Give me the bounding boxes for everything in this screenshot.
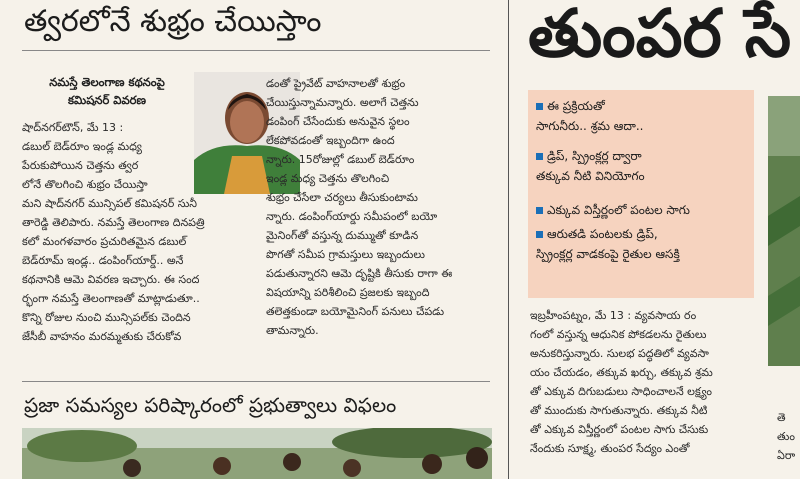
bottom-headline: ప్రజా సమస్యల పరిష్కారంలో ప్రభుత్వాలు విఫలం	[24, 393, 397, 417]
highlight-line	[536, 166, 645, 186]
text-line: లేకపోవడంతో ఇబ్బందిగా ఉంద	[266, 134, 395, 147]
text-line: షాద్‌నగర్‌టౌన్, మే 13 :	[22, 121, 124, 134]
text-line: గంలో వస్తున్న ఆధునిక పోకడలను రైతులు	[530, 328, 707, 341]
text-line: న్నారు. 15రోజుల్లో డబుల్ బెడ్‌రూం	[266, 153, 415, 166]
highlight-line	[536, 200, 690, 220]
text-line: తో ఎక్కువ విస్తీర్ణంలో పంటల సాగు చేసుకు	[530, 423, 709, 436]
highlight-text: స్ప్రింక్లర్ల వాడకంపై రైతుల ఆసక్తి	[536, 247, 680, 261]
text-line: డబుల్ బెడ్‌రూం ఇండ్ల మధ్య	[22, 140, 142, 153]
text-line: లోనే తొలగించి శుభ్రం చేయిస్తా	[22, 178, 148, 191]
bullet-icon	[536, 231, 543, 238]
text-line: పేరుకుపోయిన చెత్తను త్వర	[22, 159, 139, 172]
text-line: కలో మంగళవారం ప్రచురితమైన డబుల్	[22, 235, 187, 248]
text-line: తె	[777, 411, 786, 424]
subhead-line: నమస్తే తెలంగాణ కథనంపై	[49, 75, 165, 89]
left-headline: త్వరలోనే శుభ్రం చేయిస్తాం	[24, 4, 322, 39]
subhead-line: కమిషనర్ వివరణ	[68, 93, 146, 107]
text-line: ర్భంగా నమస్తే తెలంగాణతో మాట్లాడుతూ..	[22, 292, 200, 305]
highlights-box	[528, 90, 754, 298]
crop-field-image	[768, 96, 800, 366]
text-line: అనుకరిస్తున్నారు. సులభ పద్ధతిలో వ్యవసా	[530, 347, 709, 360]
highlight-text: సాగునీరు.. శ్రమ ఆదా..	[536, 119, 644, 133]
text-line: డంపింగ్ చేసేందుకు అనువైన స్థలం	[266, 115, 410, 128]
text-line: జేసీబీ వాహనం మరమ్మతుకు చేరుకోవ	[22, 330, 182, 343]
text-line: శుభ్రం చేసేలా చర్యలు తీసుకుంటామ	[266, 191, 418, 204]
text-line: తామన్నారు.	[266, 324, 319, 337]
column-divider	[508, 0, 509, 479]
text-line: తారెడ్డి తెలిపారు. నమస్తే తెలంగాణ దినపత్రి	[22, 216, 205, 229]
text-line: నేందుకు సూక్ష్మ, తుంపర సేద్యం ఎంతో	[530, 442, 690, 455]
text-line: తో ఎక్కువ దిగుబడులు సాధించాలనే లక్ష్యం	[530, 385, 712, 398]
right-headline: తుంపర సే	[528, 0, 792, 72]
text-line: తుం	[777, 430, 795, 443]
headline-rule	[22, 50, 490, 51]
section-rule	[22, 381, 490, 382]
text-line: న్నారు. డంపింగ్‌యార్డు సమీపంలో బయో	[266, 210, 438, 223]
highlight-item	[536, 96, 643, 136]
text-line: కథనానికి ఆమె వివరణ ఇచ్చారు. ఈ సంద	[22, 273, 200, 286]
highlight-text: ఆరుతడి పంటలకు డ్రిప్,	[547, 227, 658, 241]
text-line: ఇబ్రహీంపట్నం, మే 13 : వ్యవసాయ రం	[530, 309, 697, 322]
text-line: మని షాద్‌నగర్ మున్సిపల్ కమిషనర్ సునీ	[22, 197, 198, 210]
text-line: బెడ్‌రూమ్ ఇండ్ల.. డంపింగ్‌యార్డ్.. అనే	[22, 254, 184, 267]
bullet-icon	[536, 103, 543, 110]
bullet-icon	[536, 207, 543, 214]
text-line: పొగతో సమీప గ్రామస్తులు ఇబ్బందులు	[266, 248, 425, 261]
highlight-item	[536, 146, 645, 186]
text-line: తలెత్తకుండా బయోమైనింగ్ పనులు చేపడు	[266, 305, 445, 318]
next-column-edge-text	[777, 408, 800, 465]
text-line: ఇండ్ల మధ్య చెత్తను తొలగించి	[266, 172, 390, 185]
highlight-text: తక్కువ నీటి వినియోగం	[536, 169, 645, 183]
right-body-text	[530, 306, 756, 458]
text-line: తో ముందుకు సాగుతున్నారు. తక్కువ నీటి	[530, 404, 708, 417]
highlight-text: డ్రిప్, స్ప్రింక్లర్ల ద్వారా	[547, 149, 642, 163]
highlight-text: ఎక్కువ విస్తీర్ణంలో పంటల సాగు	[547, 203, 690, 217]
text-line: మైనింగ్‌తో వస్తున్న దుమ్ముతో కూడిన	[266, 229, 419, 242]
highlight-line	[536, 244, 680, 264]
group-photo-image	[22, 428, 492, 479]
text-line: డంతో ప్రైవేట్ వాహనాలతో శుభ్రం	[266, 77, 406, 90]
highlight-line	[536, 116, 643, 136]
bullet-icon	[536, 153, 543, 160]
text-line: ఏరా	[777, 449, 796, 462]
highlight-text: ఈ ప్రక్రియతో	[547, 99, 605, 113]
text-line: విషయాన్ని పరిశీలించి ప్రజలకు ఇబ్బంది	[266, 286, 430, 299]
highlight-item	[536, 224, 680, 264]
left-subhead	[22, 73, 192, 109]
bottom-photo	[22, 428, 492, 479]
field-photo	[768, 96, 800, 366]
highlight-item	[536, 200, 690, 220]
highlight-line	[536, 96, 643, 116]
text-line: పడుతున్నారని ఆమె దృష్టికి తీసుకు రాగా ఈ	[266, 267, 453, 280]
highlight-line	[536, 224, 680, 244]
highlight-line	[536, 146, 645, 166]
text-line: యం చేయడం, తక్కువ ఖర్చు, తక్కువ శ్రమ	[530, 366, 713, 379]
left-column-2	[266, 74, 492, 340]
text-line: కొన్ని రోజుల నుంచి మున్సిపల్‌కు చెందిన	[22, 311, 191, 324]
text-line: చేయిస్తున్నామన్నారు. అలాగే చెత్తను	[266, 96, 419, 109]
